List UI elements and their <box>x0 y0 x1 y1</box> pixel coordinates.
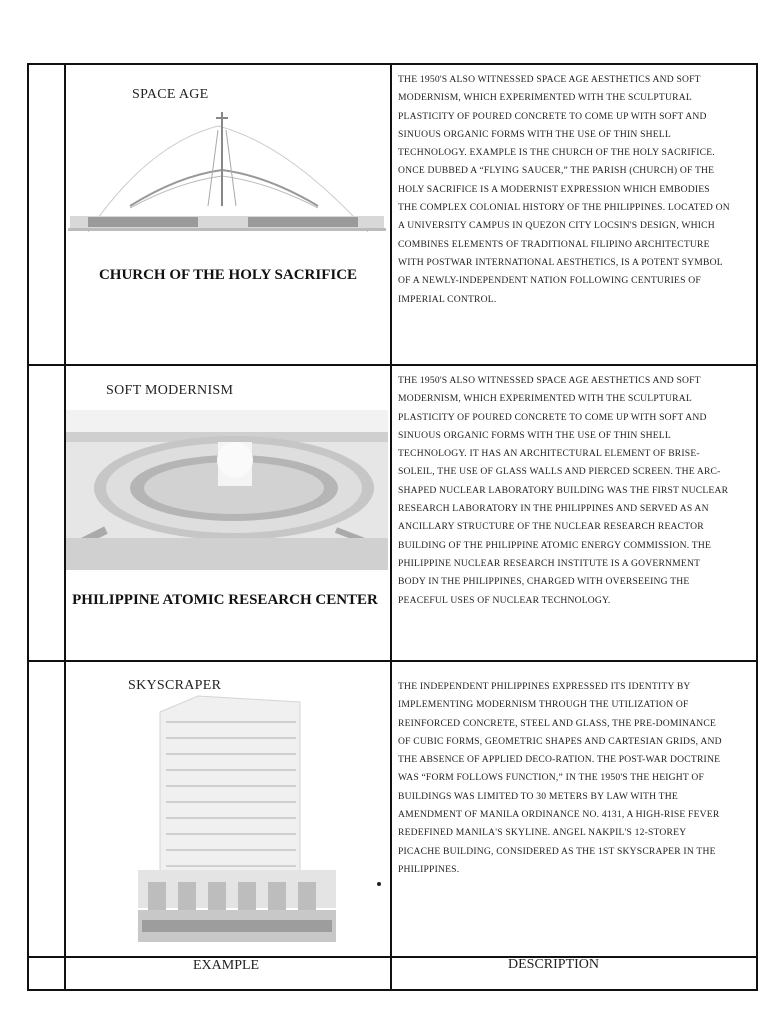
example-name: PHILIPPINE ATOMIC RESEARCH CENTER <box>72 592 378 608</box>
example-column-header: EXAMPLE <box>193 958 260 973</box>
atomic-center-photo <box>66 410 388 570</box>
example-name: CHURCH OF THE HOLY SACRIFICE <box>98 267 358 283</box>
description-text: THE 1950'S ALSO WITNESSED SPACE AGE AESTHETICS AND SOFT MODERNISM, WHICH EXPERIMENTED WITH THE SCULPTURAL PLASTICITY OF POURED CONCRETE TO COME UP WITH SOFT AND SINUOUS ORGANIC FORMS WITH THE USE OF THIN SHELL TECHNOLOGY. EXAMPLE IS THE CHURCH OF THE HOLY SACRIFICE. ONCE DUBBED A “FLYING SAUCER,” THE PARISH (CHURCH) OF THE HOLY SACRIFICE IS A MODERNIST EXPRESSION WHICH EMBODIES THE COMPLEX COLONIAL HISTORY OF THE PHILIPPINES. LOCATED ON A UNIVERSITY CAMPUS IN QUEZON CITY LOCSIN'S DESIGN, WHICH COMBINES ELEMENTS OF TRADITIONAL FILIPINO ARCHITECTURE WITH POSTWAR INTERNATIONAL AESTHETICS, IS A POTENT SYMBOL OF A NEWLY-INDEPENDENT NATION FOLLOWING CENTURIES OF IMPERIAL CONTROL. <box>398 74 730 305</box>
category-label: SKYSCRAPER <box>128 678 222 693</box>
description-text: THE 1950'S ALSO WITNESSED SPACE AGE AESTHETICS AND SOFT MODERNISM, WHICH EXPERIMENTED WITH THE SCULPTURAL PLASTICITY OF POURED CONCRETE TO COME UP WITH SOFT AND SINUOUS ORGANIC FORMS WITH THE USE OF THIN SHELL TECHNOLOGY. IT HAS AN ARCHITECTURAL ELEMENT OF BRISE-SOLEIL, THE USE OF GLASS WALLS AND PIERCED SCREEN. THE ARC-SHAPED NUCLEAR LABORATORY BUILDING WAS THE FIRST NUCLEAR RESEARCH LABORATORY IN THE PHILIPPINES AND SERVED AS AN ANCILLARY STRUCTURE OF THE NUCLEAR RESEARCH REACTOR BUILDING OF THE PHILIPPINE ATOMIC ENERGY COMMISSION. THE PHILIPPINE NUCLEAR RESEARCH INSTITUTE IS A GOVERNMENT BODY IN THE PHILIPPINES, CHARGED WITH OVERSEEING THE PEACEFUL USES OF NUCLEAR TECHNOLOGY. <box>398 375 729 606</box>
skyscraper-photo <box>138 692 336 942</box>
row-divider <box>29 956 756 958</box>
row-divider <box>29 364 756 366</box>
category-label: SOFT MODERNISM <box>106 383 234 398</box>
row-divider <box>29 660 756 662</box>
description-text: THE INDEPENDENT PHILIPPINES EXPRESSED ITS IDENTITY BY IMPLEMENTING MODERNISM THROUGH THE UTILIZATION OF REINFORCED CONCRETE, STEEL AND GLASS, THE PRE-DOMINANCE OF CUBIC FORMS, GEOMETRIC SHAPES AND CARTESIAN GRIDS, AND THE ABSENCE OF APPLIED DECO-RATION. THE POST-WAR DOCTRINE WAS “FORM FOLLOWS FUNCTION,” IN THE 1950'S THE HEIGHT OF BUILDINGS WAS LIMITED TO 30 METERS BY LAW WITH THE AMENDMENT OF MANILA ORDINANCE NO. 4131, A HIGH-RISE FEVER REDEFINED MANILA'S SKYLINE. ANGEL NAKPIL'S 12-STOREY PICACHE BUILDING, CONSIDERED AS THE 1ST SKYSCRAPER IN THE PHILIPPINES. <box>398 681 722 875</box>
category-label: SPACE AGE <box>132 87 209 102</box>
dot-mark <box>377 882 381 886</box>
column-divider <box>390 65 392 989</box>
description-column-header: DESCRIPTION <box>508 957 600 972</box>
church-illustration <box>68 104 386 250</box>
